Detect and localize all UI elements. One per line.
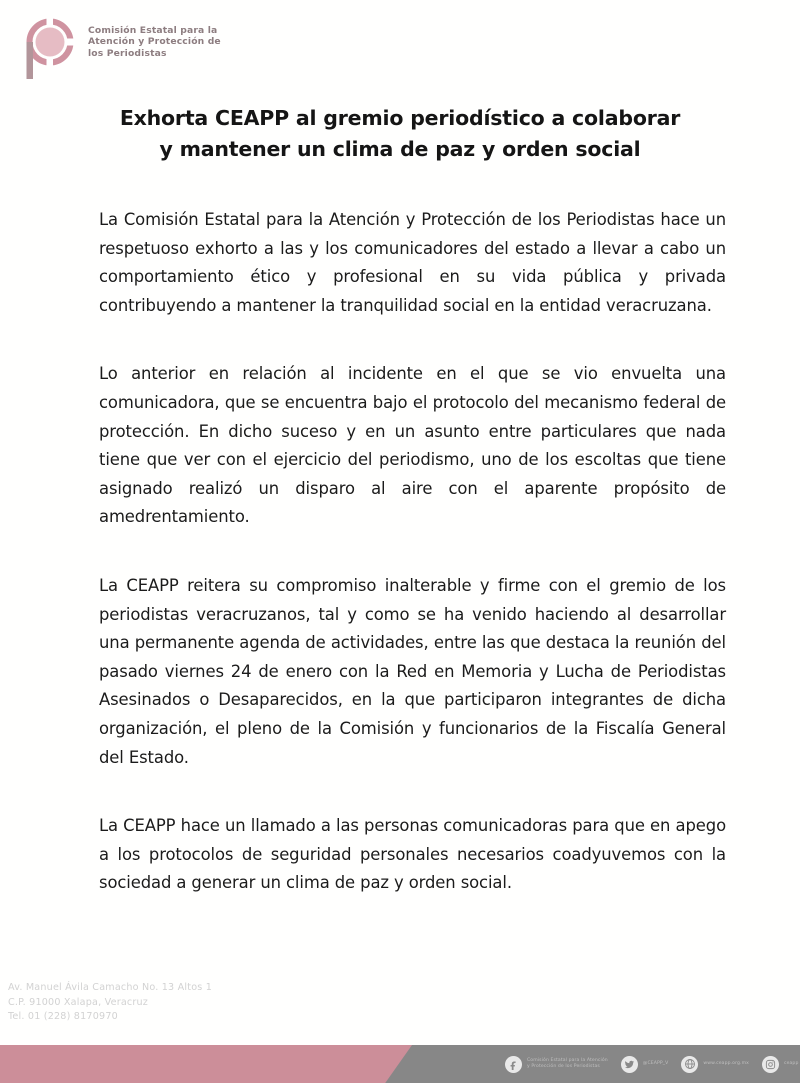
footer-address [8, 981, 212, 1025]
ceapp-p-monogram-icon [22, 18, 76, 80]
footer-bar-pink-accent [0, 1045, 412, 1083]
social-link-website[interactable] [681, 1056, 749, 1073]
social-links [505, 1045, 800, 1083]
body-paragraph: Lo anterior en relación al incidente en el que se vio envuelta una comunicadora, que se encuentra bajo el protocolo del mecanismo federal de protección. En dicho suceso y en un asunto entre particulares que nada tiene que ver con el ejercicio del periodismo, uno de los escoltas que tiene asignado realizó un disparo al aire con el aparente propósito de amedrentamiento. [99, 364, 726, 527]
footer-address-line-2: C.P. 91000 Xalapa, Veracruz [8, 996, 149, 1008]
social-link-facebook[interactable] [505, 1056, 608, 1073]
document-body [99, 206, 726, 898]
footer-bar [0, 1045, 800, 1083]
page-title-line-2: y mantener un clima de paz y orden social [159, 137, 641, 161]
organization-line-1: Comisión Estatal para la [88, 25, 218, 36]
facebook-icon [505, 1056, 522, 1073]
body-paragraph: La CEAPP hace un llamado a las personas comunicadoras para que en apego a los protocolos de seguridad personales necesarios coadyuvemos con la sociedad a generar un clima de paz y orden social. [99, 816, 726, 893]
footer-address-line-3: Tel. 01 (228) 8170970 [8, 1011, 118, 1023]
social-label-website: www.ceapp.org.mx [703, 1061, 749, 1066]
social-label-twitter: @CEAPP_V [642, 1061, 669, 1066]
globe-icon [681, 1056, 698, 1073]
instagram-icon [762, 1056, 779, 1073]
document-header [0, 0, 800, 92]
organization-line-2: Atención y Protección de [88, 36, 221, 48]
social-label-facebook: Comisión Estatal para la Atención y Protección de los Periodistas [527, 1058, 608, 1069]
social-link-instagram[interactable] [762, 1056, 799, 1073]
body-paragraph: La Comisión Estatal para la Atención y Protección de los Periodistas hace un respetuoso exhorto a las y los comunicadores del estado a llevar a cabo un comportamiento ético y profesional en su vida pública y privada contribuyendo a mantener la tranquilidad social en la entidad veracruzana. [99, 210, 726, 315]
footer-address-line-1: Av. Manuel Ávila Camacho No. 13 Altos 1 [8, 982, 213, 993]
social-link-twitter[interactable] [621, 1056, 669, 1073]
ceapp-logo [22, 18, 221, 80]
social-label-instagram: ceapp [783, 1061, 799, 1066]
twitter-icon [621, 1056, 638, 1073]
organization-line-3: los Periodistas [88, 47, 167, 59]
organization-name [88, 25, 221, 59]
page-title [60, 103, 740, 165]
page-title-line-1: Exhorta CEAPP al gremio periodístico a colaborar [119, 106, 681, 130]
body-paragraph: La CEAPP reitera su compromiso inalterable y firme con el gremio de los periodistas veracruzanos, tal y como se ha venido haciendo al desarrollar una permanente agenda de actividades, entre las que destaca la reunión del pasado viernes 24 de enero con la Red en Memoria y Lucha de Periodistas Asesinados o Desaparecidos, en la que participaron integrantes de dicha organización, el pleno de la Comisión y funcionarios de la Fiscalía General del Estado. [99, 575, 726, 767]
